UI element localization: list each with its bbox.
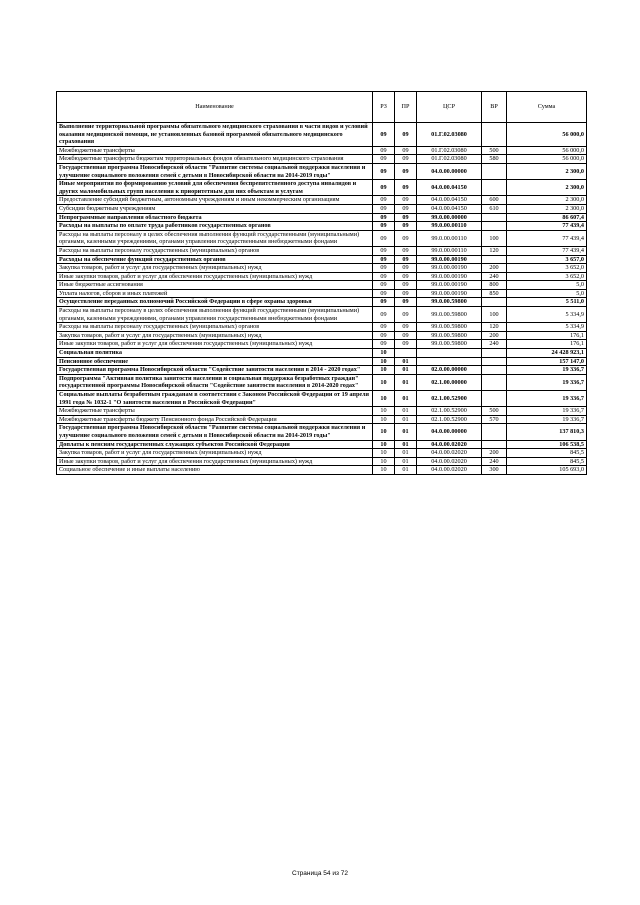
cell-rz: 10 <box>373 366 395 375</box>
cell-rz: 09 <box>373 331 395 340</box>
cell-sum: 19 336,7 <box>507 366 587 375</box>
table-row <box>57 281 587 290</box>
cell-rz: 10 <box>373 407 395 416</box>
cell-pr: 01 <box>395 466 417 475</box>
cell-csr: 99.0.00.00110 <box>417 230 482 246</box>
cell-name: Иные закупки товаров, работ и услуг для обеспечения государственных (муниципальных) нужд <box>57 340 373 349</box>
cell-csr: 04.0.00.02020 <box>417 466 482 475</box>
cell-rz: 09 <box>373 230 395 246</box>
header-vr: ВР <box>482 92 507 123</box>
header-rz: РЗ <box>373 92 395 123</box>
cell-name: Социальное обеспечение и иные выплаты населению <box>57 466 373 475</box>
header-pr: ПР <box>395 92 417 123</box>
cell-name: Межбюджетные трансферты бюджету Пенсионного фонда Российской Федерации <box>57 415 373 424</box>
cell-rz: 10 <box>373 374 395 390</box>
cell-vr: 200 <box>482 264 507 273</box>
cell-rz: 10 <box>373 440 395 449</box>
cell-csr: 02.1.00.52900 <box>417 391 482 407</box>
table-row <box>57 272 587 281</box>
table-row <box>57 340 587 349</box>
cell-name: Межбюджетные трансферты <box>57 146 373 155</box>
cell-sum: 2 300,0 <box>507 163 587 179</box>
cell-rz: 10 <box>373 357 395 366</box>
cell-sum: 86 607,4 <box>507 213 587 222</box>
table-row <box>57 123 587 147</box>
cell-sum: 19 336,7 <box>507 391 587 407</box>
cell-name: Доплаты к пенсиям государственных служащих субъектов Российской Федерации <box>57 440 373 449</box>
cell-csr: 02.1.00.00000 <box>417 374 482 390</box>
table-row <box>57 180 587 196</box>
cell-vr <box>482 391 507 407</box>
cell-rz: 09 <box>373 123 395 147</box>
cell-name: Расходы на выплаты персоналу государственных (муниципальных) органов <box>57 323 373 332</box>
cell-pr: 09 <box>395 146 417 155</box>
cell-pr: 01 <box>395 391 417 407</box>
table-row <box>57 349 587 358</box>
cell-pr: 09 <box>395 272 417 281</box>
cell-vr <box>482 298 507 307</box>
cell-vr: 200 <box>482 449 507 458</box>
cell-name: Расходы на выплаты персоналу в целях обеспечения выполнения функций государственными (муниципальными) органами, казенными учреждениями, органами управления государственными внебюджетными фондами <box>57 307 373 323</box>
cell-vr: 500 <box>482 407 507 416</box>
cell-vr: 610 <box>482 204 507 213</box>
cell-vr <box>482 374 507 390</box>
cell-pr: 09 <box>395 230 417 246</box>
cell-name: Закупка товаров, работ и услуг для государственных (муниципальных) нужд <box>57 264 373 273</box>
cell-rz: 10 <box>373 415 395 424</box>
cell-rz: 10 <box>373 449 395 458</box>
cell-pr: 01 <box>395 366 417 375</box>
table-row <box>57 298 587 307</box>
cell-name: Иные бюджетные ассигнования <box>57 281 373 290</box>
table-row <box>57 466 587 475</box>
header-sum: Сумма <box>507 92 587 123</box>
cell-name: Подпрограмма "Активная политика занятости населения и социальная поддержка безработных граждан" государственной программы Новосибирской области "Содействие занятости населения в 2014-2020 годах" <box>57 374 373 390</box>
cell-name: Государственная программа Новосибирской области "Развитие системы социальной поддержки населения и улучшение социального положения семей с детьми в Новосибирской области на 2014-2019 годы" <box>57 163 373 179</box>
cell-sum: 176,1 <box>507 331 587 340</box>
cell-pr: 09 <box>395 340 417 349</box>
cell-vr: 100 <box>482 230 507 246</box>
cell-pr: 09 <box>395 264 417 273</box>
cell-rz: 09 <box>373 163 395 179</box>
cell-name: Непрограммные направления областного бюджета <box>57 213 373 222</box>
page-footer: Страница 54 из 72 <box>292 870 348 877</box>
table-row <box>57 230 587 246</box>
cell-name: Пенсионное обеспечение <box>57 357 373 366</box>
cell-name: Межбюджетные трансферты бюджетам территориальных фондов обязательного медицинского страхования <box>57 155 373 164</box>
cell-rz: 09 <box>373 196 395 205</box>
cell-sum: 5 334,9 <box>507 307 587 323</box>
cell-vr: 240 <box>482 272 507 281</box>
cell-csr: 99.0.00.00190 <box>417 281 482 290</box>
cell-name: Иные закупки товаров, работ и услуг для обеспечения государственных (муниципальных) нужд <box>57 272 373 281</box>
cell-csr: 99.0.00.00190 <box>417 255 482 264</box>
cell-rz: 09 <box>373 222 395 231</box>
cell-rz: 09 <box>373 180 395 196</box>
cell-pr: 09 <box>395 123 417 147</box>
cell-csr: 01.Г.02.03080 <box>417 155 482 164</box>
cell-name: Иные мероприятия по формированию условий для обеспечения беспрепятственного доступа инвалидов и других маломобильных групп населения к приоритетным для них объектам и услугам <box>57 180 373 196</box>
cell-vr: 570 <box>482 415 507 424</box>
cell-vr <box>482 366 507 375</box>
cell-csr: 99.0.00.00190 <box>417 289 482 298</box>
cell-vr: 200 <box>482 331 507 340</box>
cell-pr: 01 <box>395 357 417 366</box>
cell-name: Государственная программа Новосибирской области "Развитие системы социальной поддержки населения и улучшение социального положения семей с детьми в Новосибирской области на 2014-2019 годы" <box>57 424 373 440</box>
cell-csr: 99.0.00.59800 <box>417 331 482 340</box>
cell-pr: 09 <box>395 281 417 290</box>
cell-vr <box>482 180 507 196</box>
cell-sum: 5,0 <box>507 289 587 298</box>
cell-csr: 02.1.00.52900 <box>417 407 482 416</box>
cell-vr: 850 <box>482 289 507 298</box>
cell-rz: 10 <box>373 349 395 358</box>
cell-csr: 99.0.00.00110 <box>417 246 482 255</box>
cell-pr: 09 <box>395 204 417 213</box>
cell-rz: 09 <box>373 323 395 332</box>
table-row <box>57 407 587 416</box>
cell-vr: 580 <box>482 155 507 164</box>
cell-name: Государственная программа Новосибирской области "Содействие занятости населения в 2014 - 2020 годах" <box>57 366 373 375</box>
cell-csr: 99.0.00.00000 <box>417 213 482 222</box>
cell-sum: 56 000,0 <box>507 155 587 164</box>
cell-sum: 106 538,5 <box>507 440 587 449</box>
cell-sum: 5 511,0 <box>507 298 587 307</box>
cell-rz: 09 <box>373 298 395 307</box>
cell-vr: 120 <box>482 246 507 255</box>
cell-vr <box>482 357 507 366</box>
cell-sum: 77 439,4 <box>507 246 587 255</box>
cell-pr: 09 <box>395 246 417 255</box>
cell-sum: 19 336,7 <box>507 407 587 416</box>
cell-rz: 09 <box>373 204 395 213</box>
cell-rz: 09 <box>373 255 395 264</box>
header-name: Наименование <box>57 92 373 123</box>
cell-pr: 09 <box>395 331 417 340</box>
cell-csr: 99.0.00.59800 <box>417 323 482 332</box>
cell-rz: 09 <box>373 272 395 281</box>
cell-sum: 176,1 <box>507 340 587 349</box>
cell-vr <box>482 213 507 222</box>
table-row <box>57 222 587 231</box>
table-row <box>57 146 587 155</box>
table-row <box>57 323 587 332</box>
cell-csr: 04.0.00.00000 <box>417 163 482 179</box>
cell-csr: 99.0.00.59800 <box>417 307 482 323</box>
cell-rz: 09 <box>373 307 395 323</box>
table-row <box>57 196 587 205</box>
cell-sum: 24 428 923,1 <box>507 349 587 358</box>
table-row <box>57 331 587 340</box>
cell-name: Закупка товаров, работ и услуг для государственных (муниципальных) нужд <box>57 331 373 340</box>
cell-vr <box>482 440 507 449</box>
cell-rz: 10 <box>373 457 395 466</box>
table-row <box>57 449 587 458</box>
cell-csr: 04.0.00.02020 <box>417 440 482 449</box>
table-row <box>57 163 587 179</box>
cell-csr: 04.0.00.02020 <box>417 457 482 466</box>
cell-pr: 09 <box>395 196 417 205</box>
cell-pr: 09 <box>395 213 417 222</box>
table-row <box>57 391 587 407</box>
cell-name: Иные закупки товаров, работ и услуг для обеспечения государственных (муниципальных) нужд <box>57 457 373 466</box>
cell-name: Межбюджетные трансферты <box>57 407 373 416</box>
table-row <box>57 246 587 255</box>
cell-sum: 105 693,0 <box>507 466 587 475</box>
table-body <box>57 123 587 475</box>
cell-name: Расходы на обеспечение функций государственных органов <box>57 255 373 264</box>
cell-name: Расходы на выплаты по оплате труда работников государственных органов <box>57 222 373 231</box>
cell-sum: 137 810,3 <box>507 424 587 440</box>
table-row <box>57 424 587 440</box>
cell-csr <box>417 349 482 358</box>
cell-rz: 10 <box>373 391 395 407</box>
cell-rz: 09 <box>373 155 395 164</box>
budget-table-container <box>56 91 586 475</box>
cell-sum: 5 334,9 <box>507 323 587 332</box>
cell-rz: 09 <box>373 213 395 222</box>
cell-name: Закупка товаров, работ и услуг для государственных (муниципальных) нужд <box>57 449 373 458</box>
header-csr: ЦСР <box>417 92 482 123</box>
cell-vr: 120 <box>482 323 507 332</box>
cell-csr: 04.0.00.00000 <box>417 424 482 440</box>
cell-sum: 3 652,0 <box>507 272 587 281</box>
cell-sum: 2 300,0 <box>507 180 587 196</box>
cell-rz: 09 <box>373 281 395 290</box>
cell-pr: 01 <box>395 424 417 440</box>
cell-pr: 01 <box>395 407 417 416</box>
cell-csr: 99.0.00.59800 <box>417 298 482 307</box>
table-row <box>57 415 587 424</box>
cell-sum: 2 300,0 <box>507 196 587 205</box>
cell-sum: 845,5 <box>507 449 587 458</box>
cell-vr: 600 <box>482 196 507 205</box>
cell-sum: 157 147,0 <box>507 357 587 366</box>
cell-vr: 800 <box>482 281 507 290</box>
cell-csr: 99.0.00.00190 <box>417 272 482 281</box>
cell-vr <box>482 123 507 147</box>
cell-rz: 10 <box>373 466 395 475</box>
table-header-row <box>57 92 587 123</box>
cell-vr: 300 <box>482 466 507 475</box>
cell-csr: 99.0.00.59800 <box>417 340 482 349</box>
cell-sum: 77 439,4 <box>507 222 587 231</box>
cell-name: Уплата налогов, сборов и иных платежей <box>57 289 373 298</box>
table-row <box>57 289 587 298</box>
cell-pr: 09 <box>395 323 417 332</box>
cell-sum: 19 336,7 <box>507 415 587 424</box>
table-row <box>57 204 587 213</box>
cell-vr <box>482 163 507 179</box>
cell-sum: 56 000,0 <box>507 146 587 155</box>
cell-vr: 240 <box>482 457 507 466</box>
cell-pr: 01 <box>395 457 417 466</box>
cell-vr <box>482 424 507 440</box>
cell-name: Выполнение территориальной программы обязательного медицинского страхования в части видов и условий оказания медицинской помощи, не установленных базовой программой обязательного медицинского страхования <box>57 123 373 147</box>
cell-pr: 01 <box>395 374 417 390</box>
cell-pr: 01 <box>395 440 417 449</box>
cell-sum: 56 000,0 <box>507 123 587 147</box>
cell-sum: 3 657,0 <box>507 255 587 264</box>
cell-pr: 09 <box>395 298 417 307</box>
cell-pr <box>395 349 417 358</box>
table-row <box>57 357 587 366</box>
table-row <box>57 366 587 375</box>
table-row <box>57 457 587 466</box>
cell-csr <box>417 357 482 366</box>
cell-rz: 09 <box>373 246 395 255</box>
cell-sum: 2 300,0 <box>507 204 587 213</box>
cell-pr: 09 <box>395 255 417 264</box>
cell-pr: 09 <box>395 289 417 298</box>
cell-vr: 240 <box>482 340 507 349</box>
table-row <box>57 374 587 390</box>
cell-pr: 01 <box>395 449 417 458</box>
cell-rz: 09 <box>373 340 395 349</box>
table-row <box>57 155 587 164</box>
cell-name: Субсидии бюджетным учреждениям <box>57 204 373 213</box>
cell-csr: 99.0.00.00190 <box>417 264 482 273</box>
cell-name: Расходы на выплаты персоналу в целях обеспечения выполнения функций государственными (муниципальными) органами, казенными учреждениями, органами управления государственными внебюджетными фондами <box>57 230 373 246</box>
cell-sum: 77 439,4 <box>507 230 587 246</box>
cell-vr <box>482 255 507 264</box>
cell-csr: 04.0.00.04150 <box>417 204 482 213</box>
cell-csr: 02.1.00.52900 <box>417 415 482 424</box>
cell-rz: 10 <box>373 424 395 440</box>
cell-name: Предоставление субсидий бюджетным, автономным учреждениям и иным некоммерческим организациям <box>57 196 373 205</box>
cell-name: Осуществление переданных полномочий Российской Федерации в сфере охраны здоровья <box>57 298 373 307</box>
cell-pr: 09 <box>395 307 417 323</box>
cell-pr: 09 <box>395 155 417 164</box>
cell-pr: 09 <box>395 163 417 179</box>
table-row <box>57 264 587 273</box>
cell-sum: 5,0 <box>507 281 587 290</box>
table-row <box>57 440 587 449</box>
cell-vr: 500 <box>482 146 507 155</box>
table-row <box>57 307 587 323</box>
budget-table <box>56 91 587 475</box>
cell-csr: 04.0.00.04150 <box>417 196 482 205</box>
cell-name: Социальная политика <box>57 349 373 358</box>
cell-vr: 100 <box>482 307 507 323</box>
cell-vr <box>482 349 507 358</box>
cell-sum: 3 652,0 <box>507 264 587 273</box>
table-row <box>57 213 587 222</box>
table-row <box>57 255 587 264</box>
cell-pr: 09 <box>395 180 417 196</box>
cell-name: Расходы на выплаты персоналу государственных (муниципальных) органов <box>57 246 373 255</box>
cell-csr: 04.0.00.02020 <box>417 449 482 458</box>
cell-sum: 845,5 <box>507 457 587 466</box>
cell-csr: 01.Г.02.03080 <box>417 123 482 147</box>
cell-sum: 19 336,7 <box>507 374 587 390</box>
cell-csr: 04.0.00.04150 <box>417 180 482 196</box>
cell-pr: 09 <box>395 222 417 231</box>
cell-csr: 99.0.00.00110 <box>417 222 482 231</box>
cell-rz: 09 <box>373 146 395 155</box>
cell-rz: 09 <box>373 264 395 273</box>
cell-vr <box>482 222 507 231</box>
cell-pr: 01 <box>395 415 417 424</box>
cell-csr: 02.0.00.00000 <box>417 366 482 375</box>
cell-csr: 01.Г.02.03080 <box>417 146 482 155</box>
cell-name: Социальные выплаты безработным гражданам в соответствии с Законом Российской Федерации от 19 апреля 1991 года № 1032-1 "О занятости населения в Российской Федерации" <box>57 391 373 407</box>
cell-rz: 09 <box>373 289 395 298</box>
